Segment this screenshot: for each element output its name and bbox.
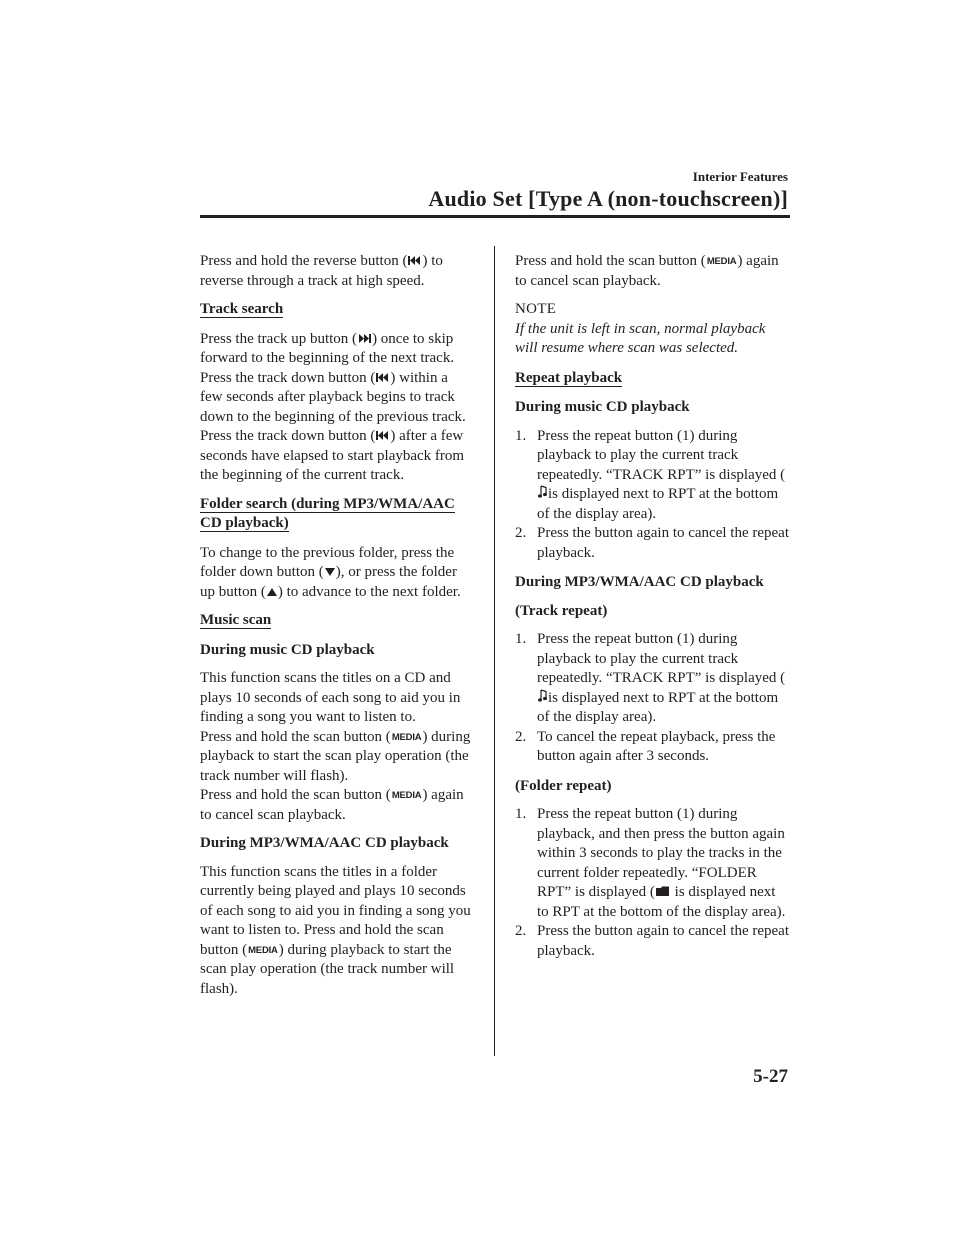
music-scan-heading: Music scan — [200, 612, 272, 628]
left-column — [200, 252, 472, 1008]
paragraph-mp3-scan: This function scans the titles in a folder currently being played and plays 10 seconds of each song to aid you in finding a song you want to listen to. Press and hold the scan button (MEDIA) during playback to start the scan play operation (the track number will flash). — [200, 863, 471, 997]
folder-repeat-steps — [515, 805, 790, 961]
list-item: 2. Press the button again to cancel the repeat playback. — [515, 923, 789, 959]
skip-forward-icon — [358, 333, 371, 344]
up-triangle-icon — [267, 587, 277, 597]
section-label: Interior Features — [692, 169, 788, 184]
mp3-playback-heading: During MP3/WMA/AAC CD playback — [200, 835, 449, 851]
media-icon: MEDIA — [248, 944, 278, 956]
repeat-playback-heading: Repeat playback — [515, 369, 623, 386]
mp3-repeat-heading: During MP3/WMA/AAC CD playback — [515, 574, 764, 590]
column-divider — [494, 246, 495, 1056]
page-title: Audio Set [Type A (non-touchscreen)] — [428, 186, 788, 211]
folder-icon — [656, 886, 670, 897]
folder-search-heading: Folder search (during MP3/WMA/AAC CD playback) — [200, 495, 455, 531]
down-triangle-icon — [325, 567, 335, 577]
list-item: 1. Press the repeat button (1) during playback to play the current track repeatedly. “TRACK RPT” is displayed (is displayed next to RPT at the bottom of the display area). — [515, 427, 786, 522]
note-text: If the unit is left in scan, normal playback will resume where scan was selected. — [515, 320, 766, 356]
list-item: 2. Press the button again to cancel the repeat playback. — [515, 525, 789, 561]
paragraph-track-down-2: Press the track down button ( ) after a few seconds have elapsed to start playback from the beginning of the current track. — [200, 428, 465, 483]
paragraph-scan-cancel: Press and hold the scan button (MEDIA) again to cancel scan playback. — [200, 787, 464, 823]
list-item: 2. To cancel the repeat playback, press the button again after 3 seconds. — [515, 728, 776, 764]
cd-repeat-heading: During music CD playback — [515, 399, 690, 415]
media-icon: MEDIA — [391, 790, 422, 801]
media-icon: MEDIA — [706, 256, 737, 267]
paragraph-track-down-1: Press the track down button ( ) within a few seconds after playback begins to track down to the beginning of the previous track. — [200, 369, 466, 425]
rewind-icon — [376, 430, 389, 441]
cd-playback-heading: During music CD playback — [200, 641, 375, 658]
paragraph-scan-start: Press and hold the scan button (MEDIA) during playback to start the scan play operation (the track number will flash). — [200, 728, 471, 784]
cd-repeat-steps — [515, 427, 790, 564]
rewind-icon — [408, 255, 421, 266]
track-search-heading: Track search — [200, 301, 284, 317]
list-item: 1. Press the repeat button (1) during playback to play the current track repeatedly. “TRACK RPT” is displayed (is displayed next to RPT at the bottom of the display area). — [515, 631, 786, 725]
paragraph-scan-cancel-mp3: Press and hold the scan button (MEDIA) again to cancel scan playback. — [515, 253, 779, 289]
header-rule — [200, 215, 790, 218]
paragraph-reverse: Press and hold the reverse button ( ) to reverse through a track at high speed. — [200, 253, 443, 289]
music-note-icon — [538, 689, 547, 703]
media-icon: MEDIA — [391, 731, 422, 743]
rewind-icon — [376, 372, 389, 383]
track-repeat-heading: (Track repeat) — [515, 602, 608, 619]
folder-repeat-heading: (Folder repeat) — [515, 777, 612, 794]
note-label: NOTE — [515, 301, 557, 317]
paragraph-scan-description: This function scans the titles on a CD and plays 10 seconds of each song to aid you in finding a song you want to listen to. — [200, 670, 461, 725]
music-note-icon — [538, 485, 547, 499]
track-repeat-steps — [515, 630, 790, 767]
paragraph-folder-search: To change to the previous folder, press the folder down button ( ), or press the folder up button ( ) to advance to the next folder. — [200, 544, 461, 600]
paragraph-track-up: Press the track up button ( ) once to skip forward to the beginning of the next track. — [200, 330, 455, 366]
list-item: 1. Press the repeat button (1) during playback, and then press the button again within 3 seconds to play the tracks in the current folder repeatedly. “FOLDER RPT” is displayed ( is displayed next to RPT at the bottom of the display area). — [515, 806, 786, 920]
page-number: 5-27 — [753, 1066, 788, 1087]
right-column — [515, 252, 790, 971]
